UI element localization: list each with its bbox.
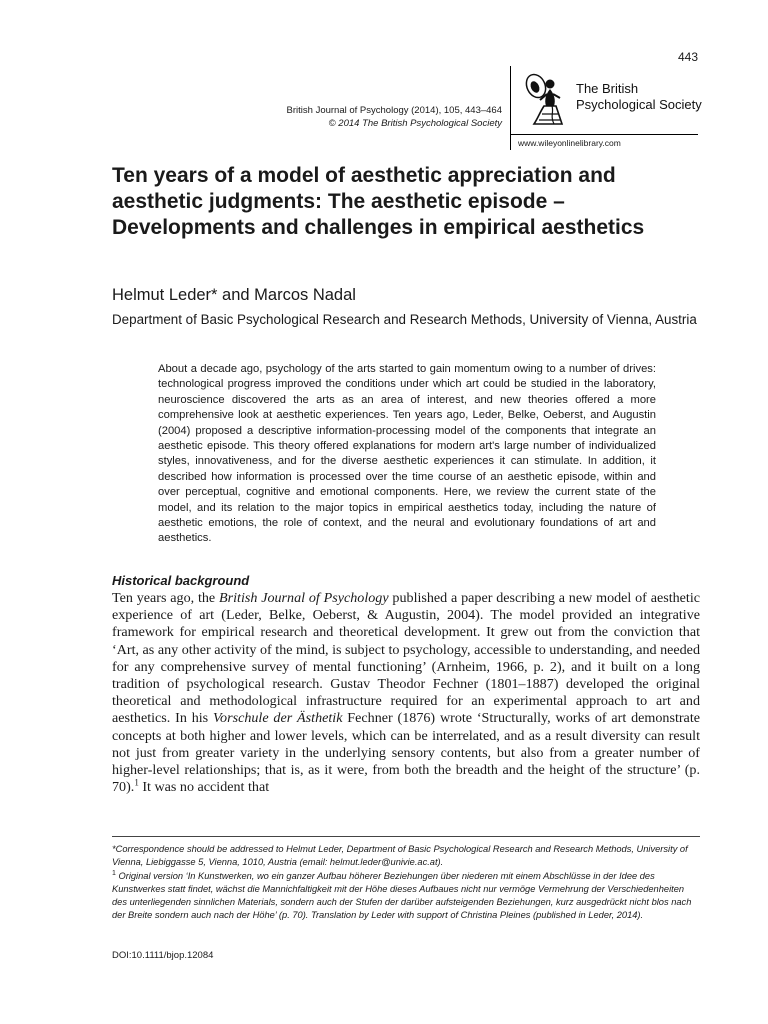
- copyright-notice: © 2014 The British Psychological Society: [328, 118, 502, 129]
- header-divider-horizontal: [510, 134, 698, 135]
- society-logo-icon: [520, 70, 576, 130]
- body-text-part4: It was no accident that: [138, 779, 270, 796]
- section-heading: Historical background: [112, 573, 250, 588]
- affiliation: Department of Basic Psychological Research and Research Methods, University of Vienna, Austria: [112, 312, 697, 327]
- page-number: 443: [677, 50, 698, 64]
- journal-citation-block: [287, 104, 502, 130]
- abstract: About a decade ago, psychology of the arts started to gain momentum owing to a number of drives: technological progress improved the conditions under which art could be studied in the laboratory, neuroscience discovered the arts as an area of interest, and new theories offered a more comprehensive look at aesthetic experiences. Ten years ago, Leder, Belke, Oeberst, and Augustin (2004) proposed a descriptive information-processing model of the components that integrate an aesthetic episode. This theory offered explanations for modern art's large number of individualized styles, innovativeness, and for the diverse aesthetic experiences it can stimulate. In addition, it described how information is processed over the time course of an aesthetic episode, within and over perceptual, cognitive and emotional components. Here, we review the current state of the model, and its relation to the major topics in empirical aesthetics today, including the nature of aesthetic emotions, the role of context, and the neural and evolutionary foundations of art and aesthetics.: [158, 363, 656, 545]
- journal-name-italic: British Journal of Psychology: [219, 590, 389, 606]
- footnote-1-text: Original version ‘In Kunstwerken, wo ein ganzer Aufbau höherer Beziehungen über niederen mit einem Abschlüsse in der Idee des Kunstwerkes statt findet, wächst die Mannichfaltigkeit mit der Höhe dieses Aufbaues nicht nur vermöge Vermehrung der Verschiedenheiten des unterliegenden sinnlichen Materials, sondern auch der Stufen der darüber aufsteigenden Beziehungen, kurz ausgedrückt nicht blos nach der Breite sondern auch nach der Höhe’ (p. 70). Translation by Leder with support of Christina Pleines (published in Leder, 2014).: [112, 871, 692, 920]
- footnote-1: [112, 868, 700, 921]
- header-divider-vertical: [510, 66, 511, 150]
- article-title: Ten years of a model of aesthetic appreciation and aesthetic judgments: The aesthetic episode – Developments and challenges in empirical aesthetics: [112, 164, 645, 239]
- correspondence-note: *Correspondence should be addressed to Helmut Leder, Department of Basic Psychological Research and Research Methods, University of Vienna, Liebiggasse 5, Vienna, 1010, Austria (email: helmut.leder@univie.ac.at).: [112, 844, 688, 867]
- footnote-1-marker: 1: [112, 870, 116, 878]
- footnote-divider: [112, 836, 700, 837]
- body-text-part2: published a paper describing a new model of aesthetic experience of art (Leder, Belke, Oeberst, & Augustin, 2004). The model provided an integrative framework for empirical research and theoretical development. It grew out from the conviction that ‘Art, as any other activity of the mind, is subject to psychology, accessible to understanding, and needed for any comprehensive survey of mental functioning’ (Arnheim, 1966, p. 2), and it built on a long tradition of psychological research. Gustav Theodor Fechner (1801–1887) developed the original theoretical and methodological infrastructure required for an experimental approach to art and aesthetics. In his: [112, 590, 700, 727]
- footnote-marker[interactable]: 1: [134, 777, 139, 788]
- authors: Helmut Leder* and Marcos Nadal: [112, 286, 356, 304]
- body-paragraph: [112, 590, 700, 796]
- doi[interactable]: DOI:10.1111/bjop.12084: [112, 950, 214, 961]
- footnotes: [112, 843, 700, 921]
- body-text-part3: Fechner (1876) wrote ‘Structurally, works of art demonstrate concepts at both higher and lower levels, which can be interrelated, and as a result diversity can result not just from greater variety in the underlying sensory contents, but also from a greater number of higher-level relationships; that is, as it were, from both the breadth and the height of the structure’ (p. 70).: [112, 710, 700, 796]
- website-link[interactable]: www.wileyonlinelibrary.com: [518, 138, 621, 148]
- society-name-line1: The British: [576, 81, 639, 96]
- society-name: [576, 81, 702, 113]
- journal-citation: British Journal of Psychology (2014), 105, 443–464: [286, 105, 502, 116]
- book-title-italic: Vorschule der Ästhetik: [213, 710, 343, 727]
- body-text-part1: Ten years ago, the: [112, 590, 220, 606]
- society-name-line2: Psychological Society: [576, 97, 702, 112]
